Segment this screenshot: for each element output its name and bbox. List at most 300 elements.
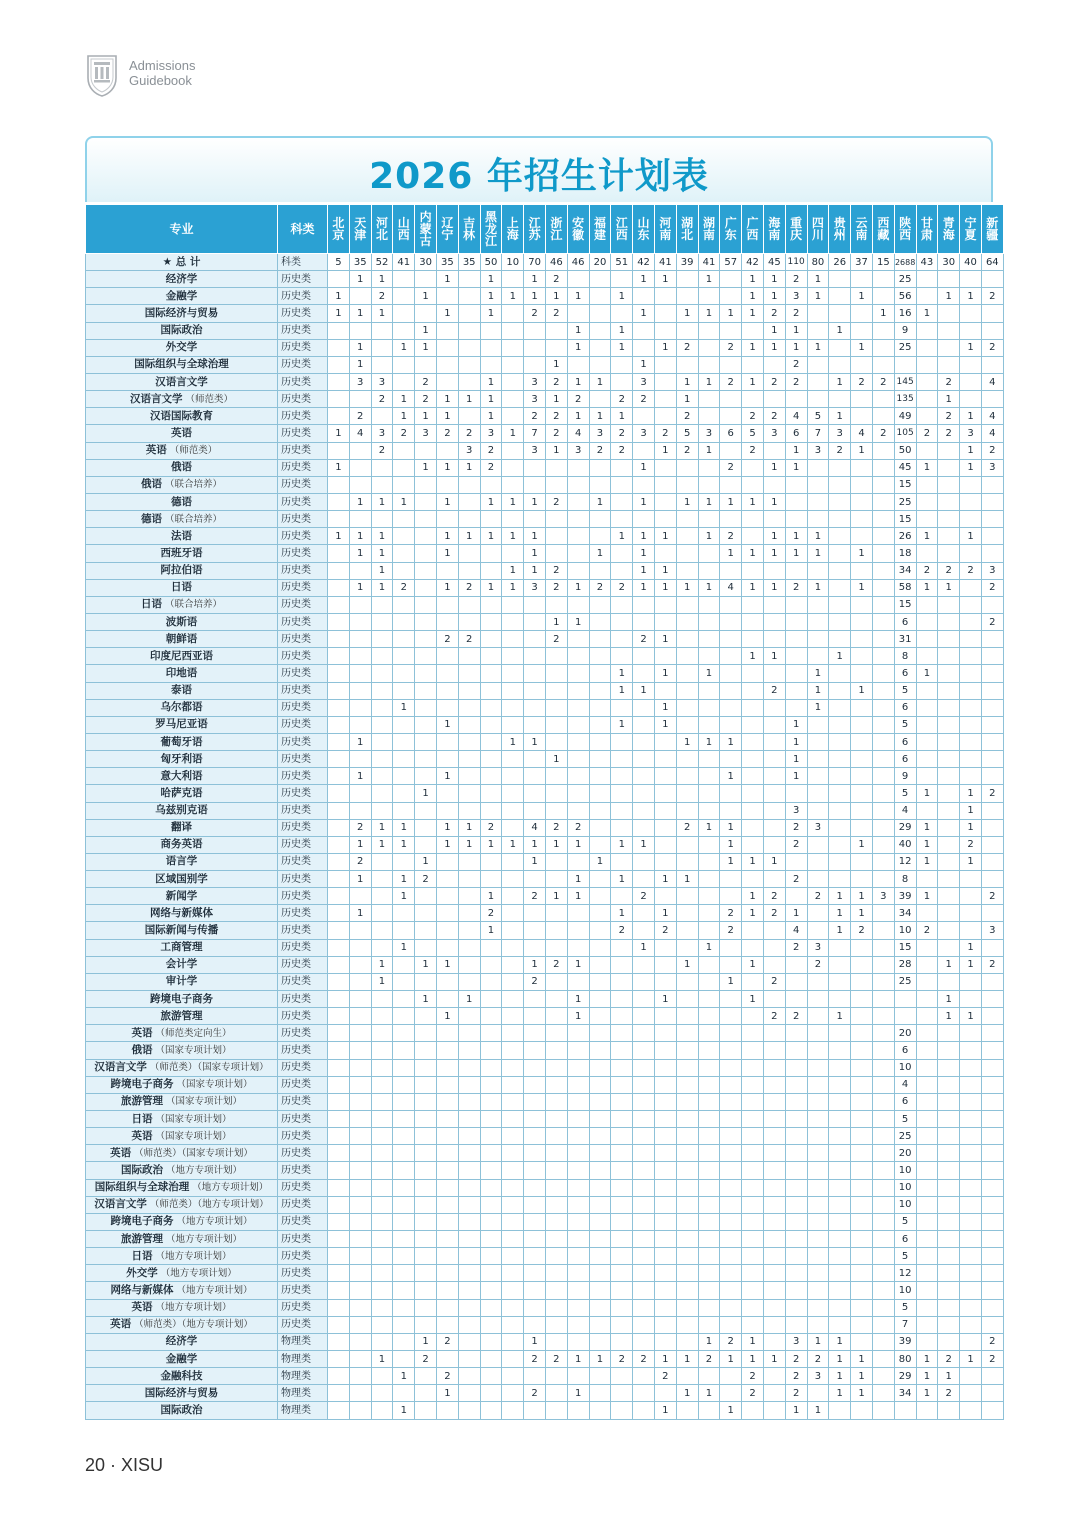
- quota-cell: 2: [458, 425, 480, 442]
- quota-cell: 1: [763, 545, 785, 562]
- category-cell: 历史类: [278, 733, 328, 750]
- quota-cell: 1: [436, 271, 458, 288]
- quota-cell: [742, 1265, 764, 1282]
- quota-cell: [545, 1231, 567, 1248]
- major-cell: [86, 545, 278, 562]
- quota-cell: [654, 1231, 676, 1248]
- quota-cell: [698, 853, 720, 870]
- category-cell: 历史类: [278, 528, 328, 545]
- quota-cell: [328, 888, 350, 905]
- quota-cell: [393, 1213, 415, 1230]
- table-row: [86, 391, 1004, 408]
- quota-cell: [676, 562, 698, 579]
- quota-cell: [371, 853, 393, 870]
- quota-cell: [415, 442, 437, 459]
- quota-cell: 1: [807, 682, 829, 699]
- quota-cell: [589, 1162, 611, 1179]
- quota-cell: 4: [981, 373, 1003, 390]
- quota-cell: [589, 733, 611, 750]
- quota-cell: 1: [829, 905, 851, 922]
- quota-cell: [763, 991, 785, 1008]
- quota-cell: [371, 699, 393, 716]
- quota-cell: 1: [480, 408, 502, 425]
- quota-cell: [458, 1025, 480, 1042]
- quota-cell: [611, 1265, 633, 1282]
- quota-cell: [654, 1248, 676, 1265]
- quota-cell: [633, 1265, 655, 1282]
- quota-cell: [611, 802, 633, 819]
- quota-cell: [458, 545, 480, 562]
- quota-cell: [393, 1093, 415, 1110]
- major-note: （地方专项计划）: [160, 1267, 237, 1279]
- quota-cell: [698, 545, 720, 562]
- quota-cell: 1: [785, 322, 807, 339]
- quota-cell: [654, 1042, 676, 1059]
- quota-cell: 1: [393, 871, 415, 888]
- table-row: [86, 1282, 1004, 1299]
- quota-cell: [371, 1076, 393, 1093]
- category-cell: 历史类: [278, 1111, 328, 1128]
- quota-cell: [938, 939, 960, 956]
- quota-cell: 1: [654, 579, 676, 596]
- quota-cell: [589, 699, 611, 716]
- quota-cell: [981, 391, 1003, 408]
- quota-cell: [611, 785, 633, 802]
- quota-cell: 49: [894, 408, 916, 425]
- quota-cell: [938, 1042, 960, 1059]
- quota-cell: [676, 888, 698, 905]
- quota-cell: [916, 1196, 938, 1213]
- quota-cell: [567, 785, 589, 802]
- quota-cell: [763, 1042, 785, 1059]
- quota-cell: [371, 871, 393, 888]
- table-row: [86, 751, 1004, 768]
- quota-cell: [807, 973, 829, 990]
- quota-cell: [545, 596, 567, 613]
- quota-cell: [698, 613, 720, 630]
- quota-cell: [807, 631, 829, 648]
- quota-cell: 1: [611, 905, 633, 922]
- quota-cell: 1: [720, 493, 742, 510]
- quota-cell: [589, 836, 611, 853]
- quota-cell: [502, 819, 524, 836]
- quota-cell: [393, 956, 415, 973]
- quota-cell: [981, 973, 1003, 990]
- quota-cell: [589, 1265, 611, 1282]
- quota-cell: [458, 1213, 480, 1230]
- quota-cell: [436, 853, 458, 870]
- quota-cell: [807, 1231, 829, 1248]
- quota-cell: [502, 322, 524, 339]
- major-name: 印度尼西亚语: [150, 649, 213, 662]
- quota-cell: [524, 1231, 546, 1248]
- quota-cell: [458, 305, 480, 322]
- quota-cell: [458, 699, 480, 716]
- quota-cell: 2: [742, 1368, 764, 1385]
- quota-cell: [698, 339, 720, 356]
- quota-cell: [589, 339, 611, 356]
- quota-cell: [872, 356, 894, 373]
- quota-cell: [654, 1179, 676, 1196]
- quota-cell: [829, 665, 851, 682]
- quota-cell: 1: [829, 1351, 851, 1368]
- quota-cell: [371, 888, 393, 905]
- quota-cell: [742, 528, 764, 545]
- quota-cell: [981, 1025, 1003, 1042]
- quota-cell: 1: [960, 459, 982, 476]
- quota-cell: [458, 322, 480, 339]
- quota-cell: 1: [807, 545, 829, 562]
- quota-cell: 2: [981, 579, 1003, 596]
- quota-cell: [393, 1248, 415, 1265]
- quota-cell: [480, 1128, 502, 1145]
- quota-cell: [393, 1162, 415, 1179]
- quota-cell: [654, 1333, 676, 1350]
- quota-cell: 1: [676, 391, 698, 408]
- quota-cell: 1: [720, 853, 742, 870]
- major-cell: [86, 476, 278, 493]
- quota-cell: [676, 973, 698, 990]
- quota-cell: [393, 373, 415, 390]
- quota-cell: 2: [763, 905, 785, 922]
- quota-cell: [458, 853, 480, 870]
- major-name: 审计学: [165, 975, 198, 988]
- quota-cell: [938, 545, 960, 562]
- quota-cell: [611, 888, 633, 905]
- quota-cell: [589, 1076, 611, 1093]
- quota-cell: [698, 562, 720, 579]
- quota-cell: [633, 1299, 655, 1316]
- quota-cell: 1: [567, 613, 589, 630]
- quota-cell: [436, 511, 458, 528]
- quota-cell: [981, 802, 1003, 819]
- quota-cell: 1: [960, 956, 982, 973]
- quota-cell: [654, 1128, 676, 1145]
- quota-cell: [371, 1042, 393, 1059]
- quota-cell: 1: [654, 442, 676, 459]
- quota-cell: 3: [633, 373, 655, 390]
- quota-cell: 1: [960, 408, 982, 425]
- quota-cell: [720, 648, 742, 665]
- quota-cell: [720, 1213, 742, 1230]
- major-note: （地方专项计划）: [176, 1216, 253, 1228]
- quota-cell: [480, 991, 502, 1008]
- quota-cell: [916, 613, 938, 630]
- quota-cell: [502, 511, 524, 528]
- quota-cell: [763, 1111, 785, 1128]
- province-header: 安徽: [567, 205, 589, 254]
- quota-cell: [633, 733, 655, 750]
- quota-cell: [938, 511, 960, 528]
- category-cell: 历史类: [278, 271, 328, 288]
- category-cell: 历史类: [278, 1316, 328, 1333]
- major-cell: [86, 648, 278, 665]
- major-note: （地方专项计划）: [155, 1250, 232, 1262]
- quota-cell: [872, 511, 894, 528]
- quota-cell: [633, 339, 655, 356]
- quota-cell: [502, 356, 524, 373]
- quota-cell: [480, 751, 502, 768]
- quota-cell: [872, 1145, 894, 1162]
- quota-cell: [916, 1042, 938, 1059]
- quota-cell: [611, 613, 633, 630]
- quota-cell: [676, 991, 698, 1008]
- quota-cell: [524, 511, 546, 528]
- quota-cell: [742, 802, 764, 819]
- quota-cell: 26: [829, 254, 851, 271]
- quota-cell: [349, 1059, 371, 1076]
- quota-cell: [545, 1008, 567, 1025]
- quota-cell: 2: [785, 836, 807, 853]
- quota-cell: [763, 716, 785, 733]
- quota-cell: 1: [916, 853, 938, 870]
- quota-cell: [480, 545, 502, 562]
- quota-cell: [829, 305, 851, 322]
- category-cell: 历史类: [278, 1093, 328, 1110]
- quota-cell: [328, 545, 350, 562]
- quota-cell: [807, 1265, 829, 1282]
- quota-cell: [938, 733, 960, 750]
- quota-cell: [567, 1282, 589, 1299]
- quota-cell: [480, 973, 502, 990]
- table-row: [86, 785, 1004, 802]
- quota-cell: [960, 1316, 982, 1333]
- major-name: 旅游管理: [120, 1232, 163, 1245]
- quota-cell: [633, 1111, 655, 1128]
- quota-cell: [851, 973, 873, 990]
- quota-cell: [633, 1059, 655, 1076]
- quota-cell: 1: [676, 493, 698, 510]
- quota-cell: [676, 768, 698, 785]
- quota-cell: [567, 1265, 589, 1282]
- quota-cell: 1: [415, 853, 437, 870]
- quota-cell: [567, 1162, 589, 1179]
- table-row: [86, 682, 1004, 699]
- quota-cell: [436, 322, 458, 339]
- quota-cell: [851, 1299, 873, 1316]
- quota-cell: [698, 768, 720, 785]
- quota-cell: [415, 1179, 437, 1196]
- quota-cell: [720, 956, 742, 973]
- quota-cell: 1: [524, 288, 546, 305]
- quota-cell: [502, 1265, 524, 1282]
- quota-cell: [349, 288, 371, 305]
- quota-cell: [633, 596, 655, 613]
- province-header: 四川: [807, 205, 829, 254]
- quota-cell: 1: [633, 493, 655, 510]
- quota-cell: [545, 476, 567, 493]
- quota-cell: [545, 545, 567, 562]
- quota-cell: 1: [371, 528, 393, 545]
- quota-cell: [981, 1145, 1003, 1162]
- quota-cell: [981, 1076, 1003, 1093]
- quota-cell: 1: [458, 819, 480, 836]
- quota-cell: 1: [502, 425, 524, 442]
- quota-cell: [654, 802, 676, 819]
- quota-cell: [872, 528, 894, 545]
- quota-cell: [589, 1385, 611, 1402]
- quota-cell: [436, 682, 458, 699]
- quota-cell: [916, 545, 938, 562]
- quota-cell: [981, 1282, 1003, 1299]
- quota-cell: 5: [807, 408, 829, 425]
- quota-cell: [960, 391, 982, 408]
- quota-cell: [742, 1213, 764, 1230]
- major-cell: [86, 562, 278, 579]
- quota-cell: 1: [415, 288, 437, 305]
- quota-cell: 1: [633, 562, 655, 579]
- category-cell: 历史类: [278, 871, 328, 888]
- quota-cell: 1: [742, 1333, 764, 1350]
- quota-cell: 3: [829, 425, 851, 442]
- quota-cell: [524, 1179, 546, 1196]
- quota-cell: [502, 1196, 524, 1213]
- quota-cell: 1: [524, 545, 546, 562]
- quota-cell: 3: [807, 819, 829, 836]
- quota-cell: [524, 1076, 546, 1093]
- quota-cell: [502, 1162, 524, 1179]
- quota-cell: [328, 1179, 350, 1196]
- quota-cell: [633, 1008, 655, 1025]
- quota-cell: [981, 648, 1003, 665]
- major-name: 语言学: [165, 855, 198, 868]
- quota-cell: [328, 819, 350, 836]
- quota-cell: 31: [894, 631, 916, 648]
- quota-cell: [829, 1111, 851, 1128]
- quota-cell: [633, 956, 655, 973]
- quota-cell: 1: [698, 733, 720, 750]
- quota-cell: [698, 1111, 720, 1128]
- quota-cell: [938, 1316, 960, 1333]
- quota-cell: [785, 1213, 807, 1230]
- quota-cell: 1: [371, 493, 393, 510]
- major-cell: [86, 1316, 278, 1333]
- quota-cell: [981, 768, 1003, 785]
- quota-cell: [328, 1059, 350, 1076]
- quota-cell: [698, 1162, 720, 1179]
- quota-cell: 1: [654, 562, 676, 579]
- quota-cell: [763, 1333, 785, 1350]
- quota-cell: [328, 1351, 350, 1368]
- table-row: [86, 819, 1004, 836]
- quota-cell: [589, 785, 611, 802]
- quota-cell: [785, 648, 807, 665]
- quota-cell: [938, 1282, 960, 1299]
- major-name: 印地语: [165, 666, 198, 679]
- quota-cell: 1: [480, 528, 502, 545]
- quota-cell: [960, 1059, 982, 1076]
- quota-cell: [415, 922, 437, 939]
- quota-cell: 2: [480, 905, 502, 922]
- quota-cell: 1: [633, 528, 655, 545]
- quota-cell: [785, 1093, 807, 1110]
- quota-cell: [436, 339, 458, 356]
- quota-cell: 2: [742, 408, 764, 425]
- quota-cell: [938, 271, 960, 288]
- quota-cell: 1: [349, 356, 371, 373]
- table-row: [86, 991, 1004, 1008]
- quota-cell: [676, 476, 698, 493]
- quota-cell: [676, 1076, 698, 1093]
- quota-cell: [720, 271, 742, 288]
- quota-cell: [763, 1282, 785, 1299]
- quota-cell: [829, 716, 851, 733]
- province-header: 天津: [349, 205, 371, 254]
- quota-cell: 39: [676, 254, 698, 271]
- province-header: 广东: [720, 205, 742, 254]
- quota-cell: [545, 528, 567, 545]
- quota-cell: [458, 1299, 480, 1316]
- category-cell: 历史类: [278, 699, 328, 716]
- quota-cell: [567, 596, 589, 613]
- quota-cell: [349, 1111, 371, 1128]
- quota-cell: [916, 322, 938, 339]
- quota-cell: [633, 1248, 655, 1265]
- category-cell: 历史类: [278, 459, 328, 476]
- quota-cell: 3: [371, 425, 393, 442]
- quota-cell: [981, 1093, 1003, 1110]
- quota-cell: [829, 836, 851, 853]
- quota-cell: [763, 1145, 785, 1162]
- major-name: 汉语言文学: [129, 392, 183, 405]
- quota-cell: [328, 1316, 350, 1333]
- province-header: 湖北: [676, 205, 698, 254]
- quota-cell: 1: [480, 288, 502, 305]
- quota-cell: [611, 271, 633, 288]
- major-name: 旅游管理: [160, 1009, 203, 1022]
- table-row: [86, 1042, 1004, 1059]
- quota-cell: [938, 1025, 960, 1042]
- major-cell: [86, 956, 278, 973]
- quota-cell: 52: [371, 254, 393, 271]
- quota-cell: [458, 1093, 480, 1110]
- quota-cell: 1: [633, 305, 655, 322]
- quota-cell: [938, 613, 960, 630]
- quota-cell: 3: [524, 579, 546, 596]
- quota-cell: 1: [415, 408, 437, 425]
- quota-cell: [851, 991, 873, 1008]
- quota-cell: [371, 802, 393, 819]
- quota-cell: [502, 1111, 524, 1128]
- quota-cell: 2: [371, 442, 393, 459]
- quota-cell: [349, 596, 371, 613]
- quota-cell: 15: [894, 511, 916, 528]
- quota-cell: [654, 1385, 676, 1402]
- quota-cell: [829, 288, 851, 305]
- quota-cell: [894, 1008, 916, 1025]
- quota-cell: [611, 545, 633, 562]
- quota-cell: [916, 1111, 938, 1128]
- quota-cell: [851, 819, 873, 836]
- quota-cell: [785, 1299, 807, 1316]
- quota-cell: [349, 459, 371, 476]
- quota-cell: [938, 819, 960, 836]
- quota-cell: 1: [851, 288, 873, 305]
- quota-cell: [502, 1231, 524, 1248]
- quota-cell: [415, 1299, 437, 1316]
- quota-cell: [371, 751, 393, 768]
- quota-cell: [502, 373, 524, 390]
- major-cell: [86, 613, 278, 630]
- quota-cell: 2: [633, 391, 655, 408]
- quota-cell: [872, 339, 894, 356]
- quota-cell: [872, 1385, 894, 1402]
- quota-cell: [960, 1145, 982, 1162]
- quota-cell: [393, 716, 415, 733]
- quota-cell: 1: [415, 322, 437, 339]
- quota-cell: 1: [720, 819, 742, 836]
- quota-cell: [851, 785, 873, 802]
